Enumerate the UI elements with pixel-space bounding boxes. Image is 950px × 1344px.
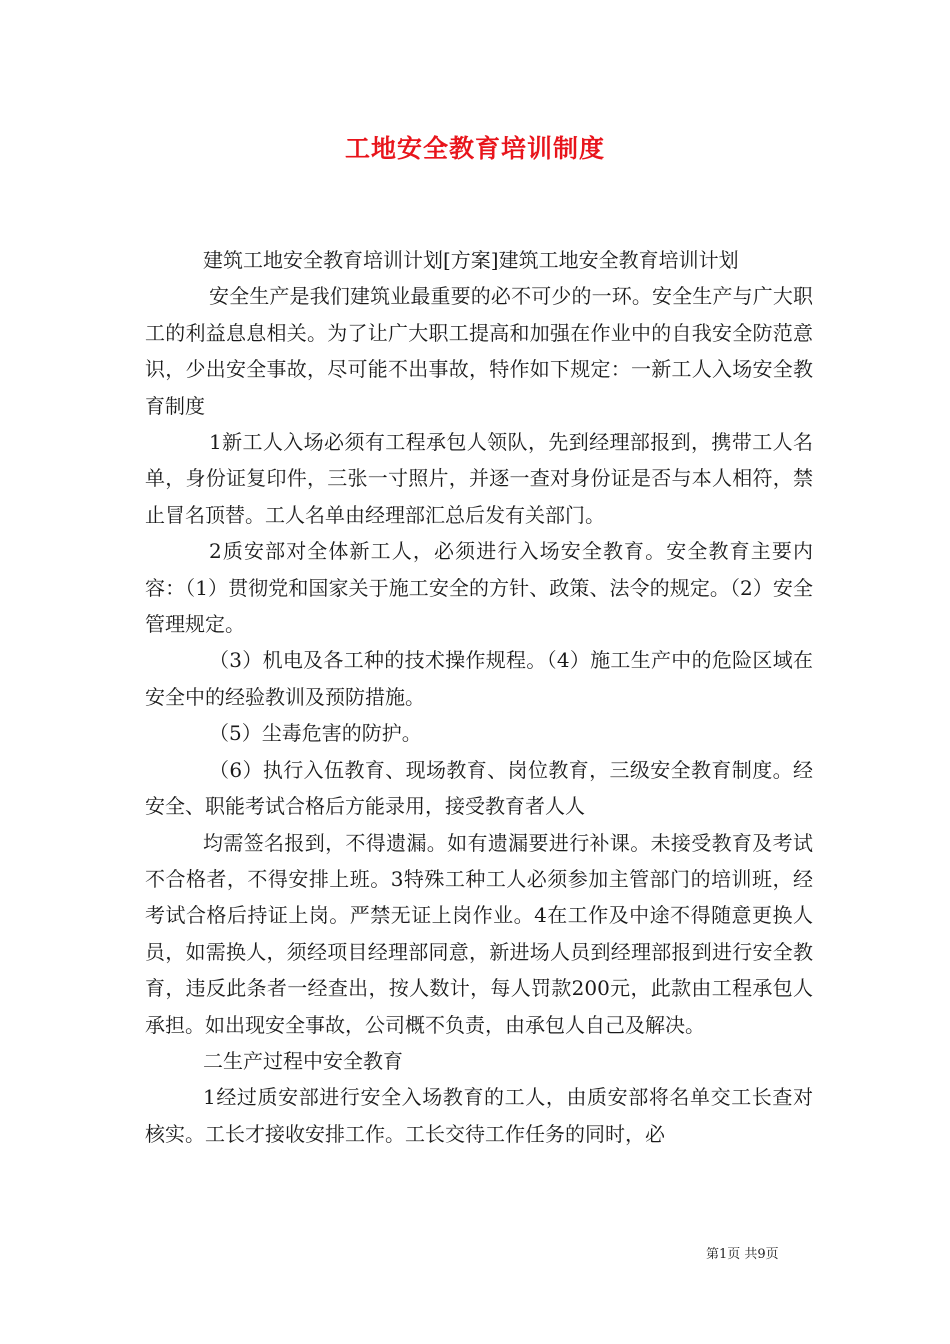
paragraph: 均需签名报到，不得遗漏。如有遗漏要进行补课。未接受教育及考试不合格者，不得安排上班。3特殊工种工人必须参加主管部门的培训班，经考试合格后持证上岗。严禁无证上岗作业。4在工作及中途不得随意更换人员，如需换人，须经项目经理部同意，新进场人员到经理部报到进行安全教育，违反此条者一经查出，按人数计，每人罚款200元，此款由工程承包人承担。如出现安全事故，公司概不负责，由承包人自己及解决。	[145, 830, 813, 1037]
page-number: 第1页 共9页	[706, 1247, 779, 1262]
paragraph: 1经过质安部进行安全入场教育的工人，由质安部将名单交工长查对核实。工长才接收安排工作。工长交待工作任务的同时，必	[145, 1085, 813, 1146]
paragraph: 1新工人入场必须有工程承包人领队，先到经理部报到，携带工人名单，身份证复印件，三张一寸照片，并逐一查对身份证是否与本人相符，禁止冒名顶替。工人名单由经理部汇总后发有关部门。	[145, 430, 813, 527]
document-body	[145, 242, 813, 1152]
document-title: 工地安全教育培训制度	[344, 134, 605, 163]
paragraph: 安全生产是我们建筑业最重要的必不可少的一环。安全生产与广大职工的利益息息相关。为了让广大职工提高和加强在作业中的自我安全防范意识，少出安全事故，尽可能不出事故，特作如下规定：一新工人入场安全教育制度	[145, 284, 813, 418]
paragraph: 二生产过程中安全教育	[203, 1048, 403, 1073]
paragraph: 建筑工地安全教育培训计划[方案]建筑工地安全教育培训计划	[203, 248, 739, 272]
paragraph: （3）机电及各工种的技术操作规程。（4）施工生产中的危险区域在安全中的经验教训及预防措施。	[145, 648, 813, 709]
paragraph: （6）执行入伍教育、现场教育、岗位教育，三级安全教育制度。经安全、职能考试合格后方能录用，接受教育者人人	[145, 757, 813, 819]
paragraph: 2质安部对全体新工人，必须进行入场安全教育。安全教育主要内容：（1）贯彻党和国家关于施工安全的方针、政策、法令的规定。（2）安全管理规定。	[145, 539, 813, 637]
paragraph: （5）尘毒危害的防护。	[209, 721, 422, 746]
